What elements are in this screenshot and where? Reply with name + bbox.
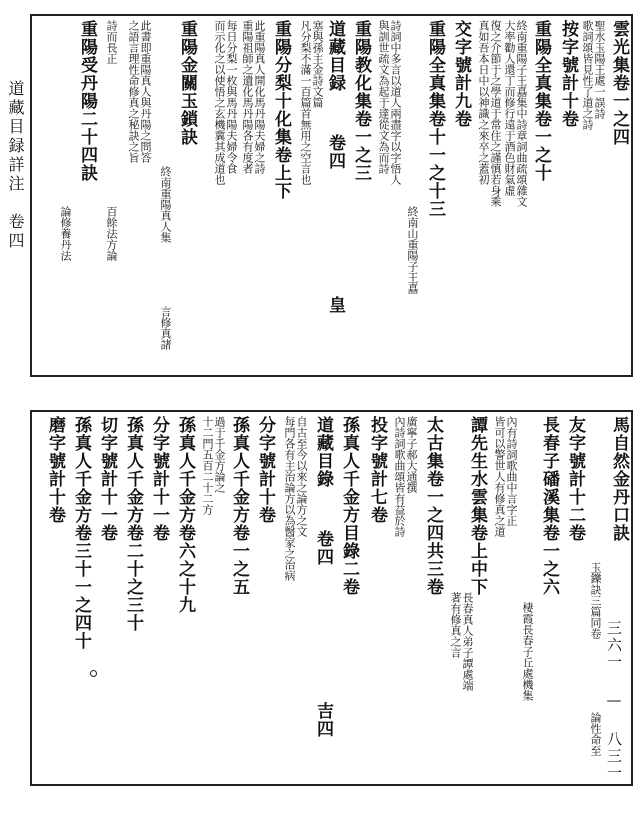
volume-count: 磨字號計十卷 bbox=[45, 416, 65, 524]
annotation-line: 之語言理性命修真之秘訣之旨 bbox=[127, 20, 140, 163]
running-header: 道藏目錄 bbox=[313, 416, 333, 488]
annotation-line: 重陽祖師之遺化馬丹陽各有度者 bbox=[241, 20, 254, 174]
annotation-line: 而示化之以使悟之玄機冀其成道也 bbox=[213, 20, 226, 185]
annotation bbox=[284, 416, 307, 581]
annotation-line: 終南重陽子王嚞集中詩章詞曲疏頌雜文 bbox=[515, 20, 528, 207]
page-number: 三六一 — 八三一 bbox=[605, 620, 623, 782]
annotation bbox=[378, 20, 401, 185]
volume-count: 交字號計九卷 bbox=[451, 20, 471, 128]
annotation-line: 聖水玉陽王處一誤詩 bbox=[593, 20, 606, 119]
author-note: 終南山重陽子王嚞 bbox=[406, 206, 419, 294]
annotation-line: 每門各有主治論方以為醫家之治病 bbox=[283, 416, 296, 581]
entry-title: 重陽分梨十化集卷上下 bbox=[271, 20, 291, 200]
annotation-line: 此書即重陽真人與丹陽之問答 bbox=[139, 20, 152, 163]
annotation-line: 大率勸人還丁而修行遠于酒色財氣虛 bbox=[503, 20, 516, 196]
running-header: 道藏目録 bbox=[325, 20, 345, 92]
annotation-line: 自古至今以來之論方之文 bbox=[295, 416, 308, 537]
annotation-line: 詩詞中多言以道人兩盡字以字悟人 bbox=[389, 20, 402, 185]
annotation-line: 與訓世疏文為起于達從文為而詩 bbox=[377, 20, 390, 174]
annotation-line: 內詩詞歌曲頌皆有益於詩 bbox=[393, 416, 406, 537]
annotation-line: 歌詞頌皆見性了道之詩 bbox=[581, 20, 594, 130]
annotation-line: 十二門五百二十二方 bbox=[201, 416, 214, 515]
running-header-volume: 卷四 bbox=[325, 134, 345, 170]
volume-count: 分字號計十一卷 bbox=[149, 416, 169, 542]
annotation-line: 過于千金方論之 bbox=[213, 416, 226, 493]
running-header-volume: 卷四 bbox=[313, 530, 333, 566]
entry-title: 孫真人千金方卷一之五 bbox=[229, 416, 249, 596]
annotation bbox=[450, 592, 473, 691]
annotation bbox=[582, 20, 605, 130]
annotation-line: 塞與孫主金詩文篇 bbox=[311, 20, 324, 108]
subject-note: 言修真諸 bbox=[159, 306, 172, 350]
entry-title: 孫真人千金方卷六之十九 bbox=[175, 416, 195, 614]
annotation-line: 皆可以警世人有修真之道 bbox=[493, 416, 506, 537]
entry-title: 重陽全真集卷十一之十三 bbox=[425, 20, 445, 218]
entry-title: 長春子磻溪集卷一之六 bbox=[539, 416, 559, 596]
annotation-line: 著有修真之言 bbox=[449, 592, 462, 658]
entry-title: 重陽金關玉鎖訣 bbox=[177, 20, 197, 146]
volume-count: 分字號計十卷 bbox=[255, 416, 275, 524]
annotation bbox=[128, 20, 151, 163]
annotation-line: 玉鑠訣三篇同卷 bbox=[589, 562, 602, 639]
annotation-line: 真如吾本日中以神識之來卒之蓋初 bbox=[477, 20, 490, 185]
top-page-panel bbox=[30, 14, 633, 377]
annotation-line: 廣寧子郝大通撰 bbox=[405, 416, 418, 493]
annotation-line: 詩而長正 bbox=[105, 20, 118, 64]
folio-mark: 皇 bbox=[325, 296, 345, 314]
volume-count: 切字號計十一卷 bbox=[97, 416, 117, 542]
annotation-line: 復之介節于之學道于常住之謹慎若身乘 bbox=[489, 20, 502, 207]
entry-title: 重陽全真集卷一之十 bbox=[531, 20, 551, 182]
entry-title: 太古集卷一之四共三卷 bbox=[423, 416, 443, 596]
annotation-line: 百餘法方論 bbox=[105, 206, 118, 261]
annotation bbox=[394, 416, 417, 537]
folio-mark: 吉四 bbox=[313, 702, 333, 738]
author-note: 棲霞長春子丘處機集 bbox=[521, 602, 534, 701]
circle-mark-icon bbox=[90, 670, 97, 677]
annotation bbox=[202, 416, 225, 515]
entry-title: 孫真人千金方卷二十之三十 bbox=[123, 416, 143, 632]
annotation bbox=[504, 20, 527, 207]
bottom-page-panel bbox=[30, 410, 633, 786]
annotation-line: 長春真人弟子譚處端 bbox=[461, 592, 474, 691]
entry-title: 譚先生水雲集卷上中下 bbox=[467, 416, 487, 596]
subject-note: 論修養丹法 bbox=[59, 206, 72, 261]
entry-title: 重陽教化集卷一之三 bbox=[351, 20, 371, 182]
entry-title: 孫真人千金方卷三十一之四十 bbox=[71, 416, 91, 650]
annotation bbox=[478, 20, 501, 207]
annotation bbox=[300, 20, 323, 185]
volume-count: 友字號計十二卷 bbox=[565, 416, 585, 542]
annotation bbox=[242, 20, 265, 174]
volume-count: 按字號計十卷 bbox=[558, 20, 578, 128]
annotation-line: 此重陽真人開化馬丹陽夫婦之詩 bbox=[253, 20, 266, 174]
annotation bbox=[494, 416, 517, 537]
entry-title: 雲光集卷一之四 bbox=[609, 20, 629, 146]
volume-count: 投字號計七卷 bbox=[367, 416, 387, 524]
subject-note: 論性命至 bbox=[589, 712, 602, 756]
entry-title: 馬自然金丹口訣 bbox=[609, 416, 629, 542]
annotation bbox=[214, 20, 237, 185]
left-margin-title: 道藏目録詳注 卷四 bbox=[6, 80, 25, 251]
annotation-line: 每日分梨一枚與馬丹陽夫婦令食 bbox=[225, 20, 238, 174]
entry-title: 孫真人千金方目錄二卷 bbox=[339, 416, 359, 596]
entry-title: 重陽受丹陽二十四訣 bbox=[77, 20, 97, 182]
annotation-line: 內有詩詞歌曲中言字正 bbox=[505, 416, 518, 526]
annotation-line: 凡分梨不滿一百篇首無用之空言也 bbox=[299, 20, 312, 185]
author-note: 終南重陽真人集 bbox=[159, 166, 172, 243]
